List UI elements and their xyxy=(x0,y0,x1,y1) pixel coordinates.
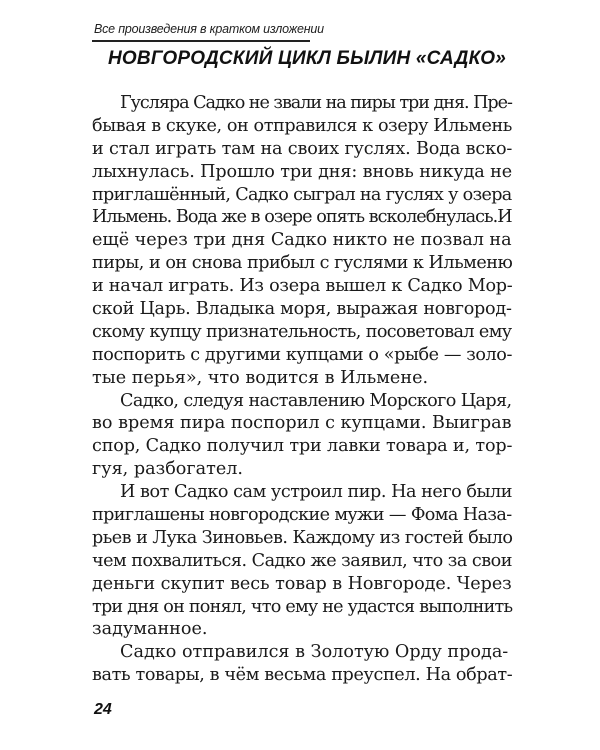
text-line: приглашены новгородские мужи — Фома Наза- xyxy=(92,505,512,526)
text-line: спор, Садко получил три лавки товара и, тор- xyxy=(92,436,513,457)
text-line: и стал играть там на своих гуслях. Вода вско- xyxy=(92,138,513,159)
text-line: Садко отправился в Золотую Орду прода- xyxy=(120,642,509,663)
text-line: во время пира поспорил с купцами. Выиграв xyxy=(92,413,512,434)
text-line: чем похвалиться. Садко же заявил, что за свои xyxy=(92,550,512,571)
text-line: деньги скупит весь товар в Новгороде. Через xyxy=(92,573,512,594)
text-line: рьев и Лука Зиновьев. Каждому из гостей было xyxy=(92,527,513,548)
body-text xyxy=(92,92,512,687)
text-line: поспорить с другими купцами о «рыбе — золо- xyxy=(92,344,513,365)
text-line: ещё через три дня Садко никто не позвал на xyxy=(92,230,512,251)
text-line: вать товары, в чём весьма преуспел. На обрат- xyxy=(92,665,513,686)
page-number: 24 xyxy=(94,701,112,718)
text-line: Садко, следуя наставлению Морского Царя, xyxy=(120,390,512,411)
text-line: и начал играть. Из озера вышел к Садко Мор- xyxy=(92,276,513,297)
text-line: три дня он понял, что ему не удастся выполнить xyxy=(92,596,513,617)
text-line: гуя, разбогател. xyxy=(92,459,244,480)
text-line: Гусляра Садко не звали на пиры три дня. Пре- xyxy=(120,93,512,113)
text-line: задуманное. xyxy=(92,619,208,640)
text-line: пиры, и он снова прибыл с гуслями к Ильменю xyxy=(92,253,513,274)
text-line: ской Царь. Владыка моря, выражая новгород- xyxy=(92,299,512,320)
text-line: лыхнулась. Прошло три дня: вновь никуда не xyxy=(92,161,513,182)
chapter-title: НОВГОРОДСКИЙ ЦИКЛ БЫЛИН «САДКО» xyxy=(108,48,506,69)
text-line: приглашённый, Садко сыграл на гуслях у озера xyxy=(92,184,512,205)
text-line: Ильмень. Вода же в озере опять всколебнулась.И xyxy=(92,207,512,228)
running-head: Все произведения в кратком изложении xyxy=(94,22,324,36)
text-line: бывая в скуке, он отправился к озеру Ильмень xyxy=(92,115,512,136)
text-line: скому купцу признательность, посоветовал ему xyxy=(92,321,512,342)
text-line: тые перья», что водится в Ильмене. xyxy=(92,367,429,388)
text-line: И вот Садко сам устроил пир. На него были xyxy=(120,482,512,503)
running-head-rule xyxy=(92,40,310,42)
